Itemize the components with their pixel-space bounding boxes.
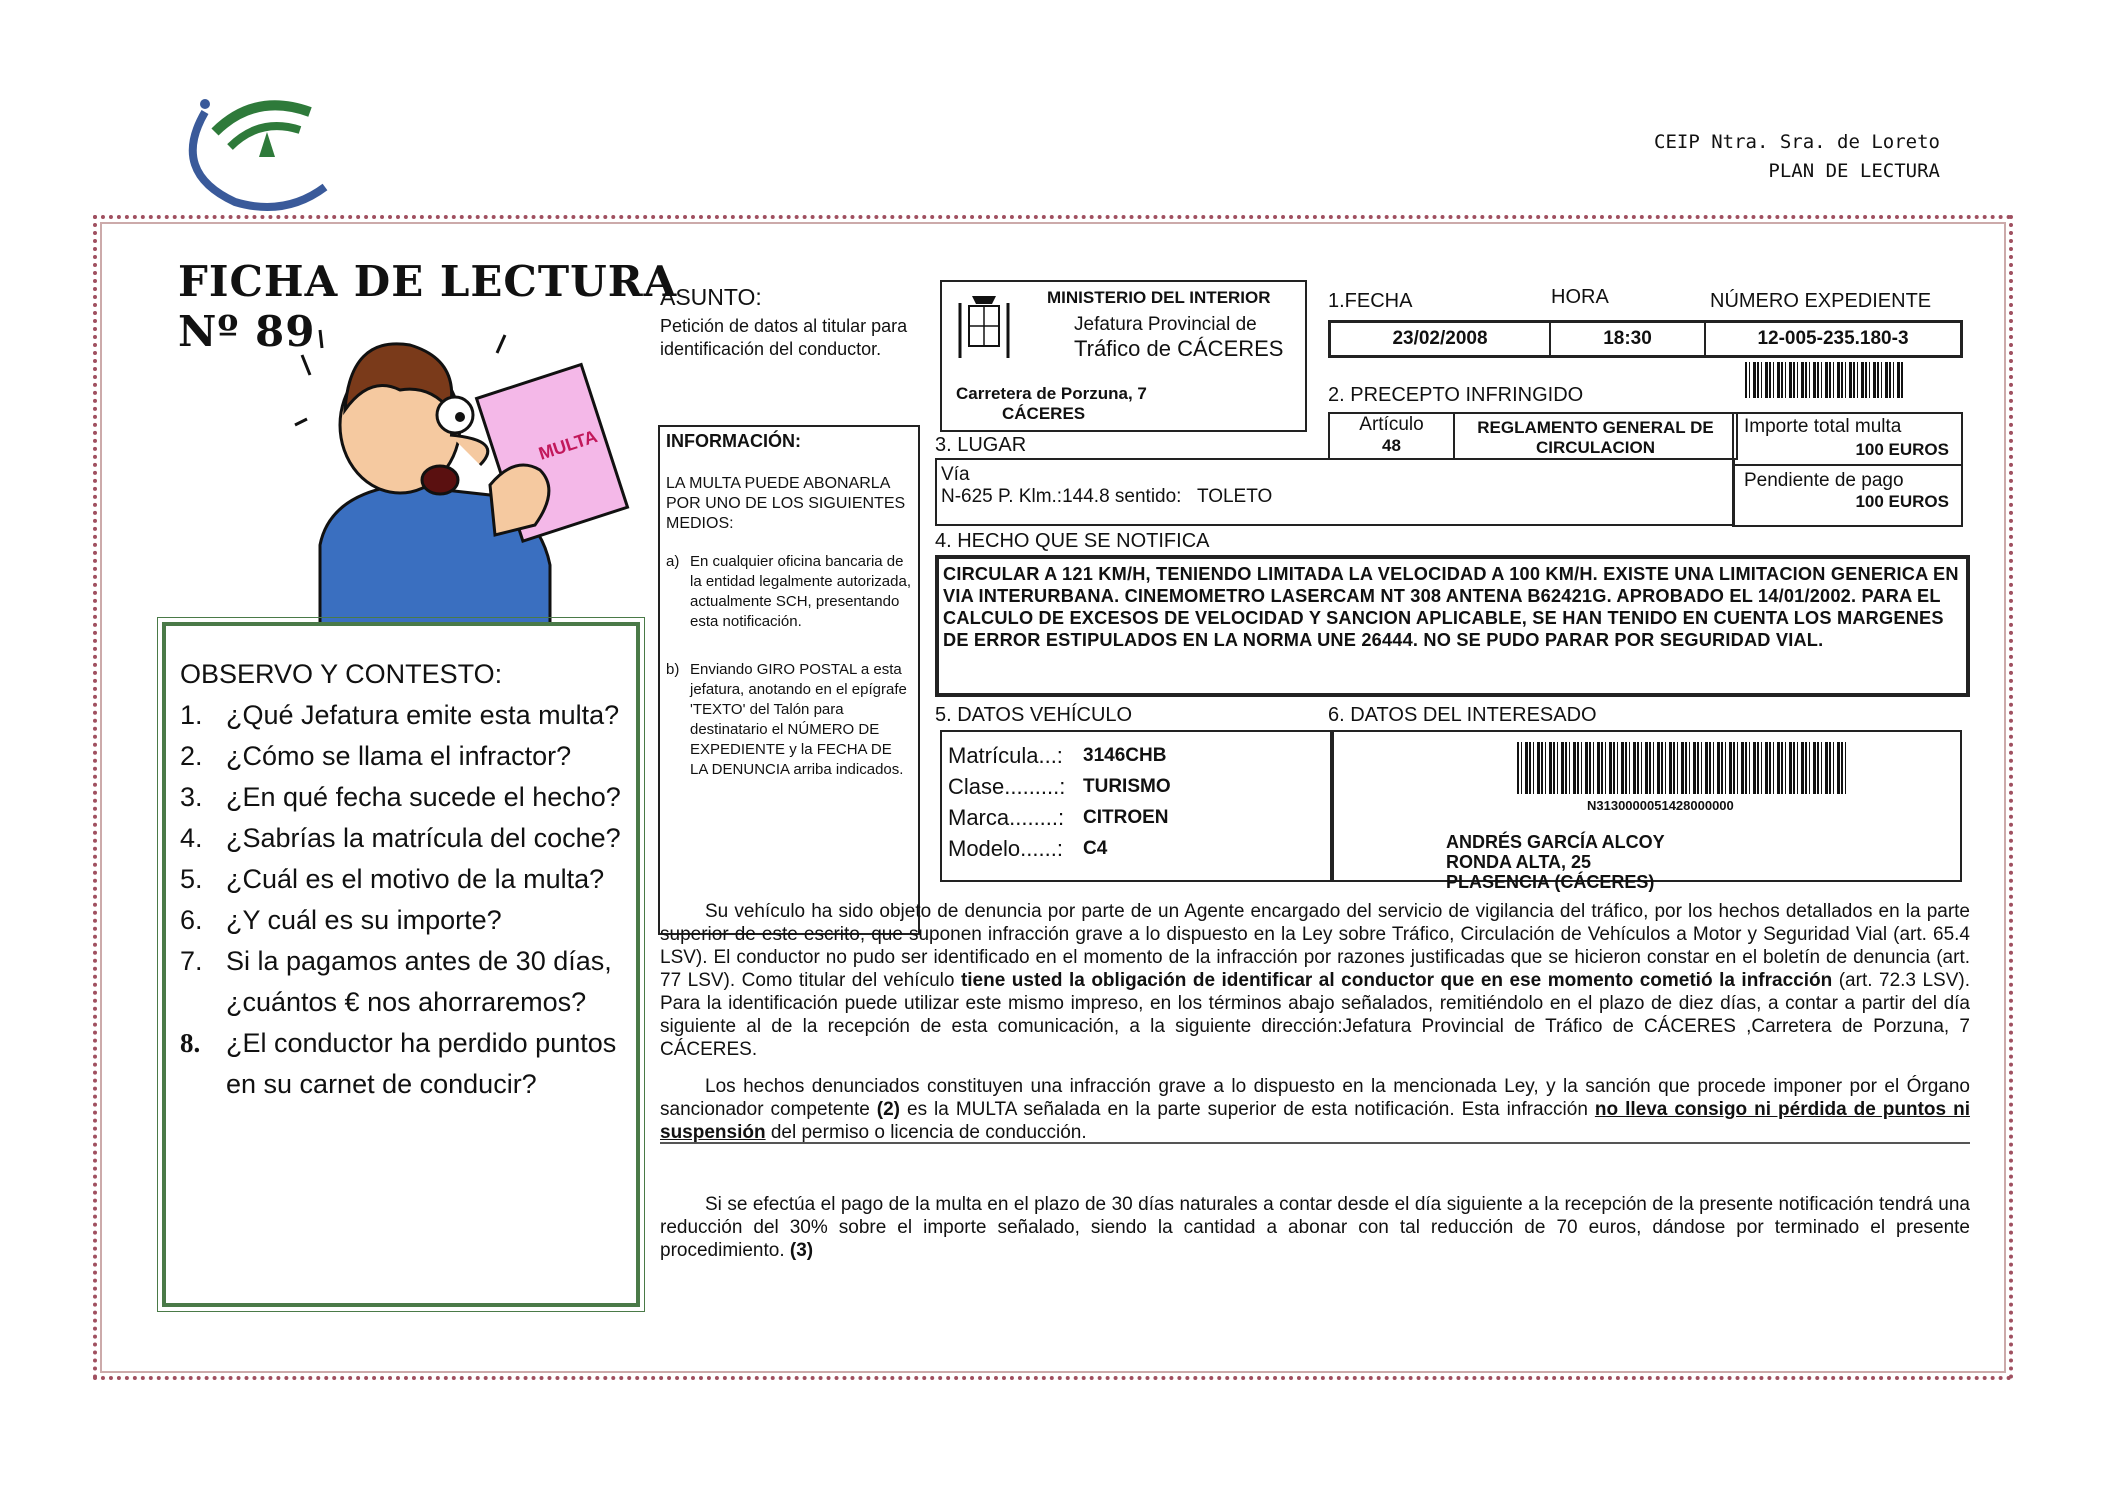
question-item — [180, 1023, 626, 1105]
info-label: INFORMACIÓN: — [666, 431, 801, 451]
hora-value: 18:30 — [1551, 323, 1706, 355]
lugar-label: 3. LUGAR — [935, 434, 1027, 456]
interesado-name: ANDRÉS GARCÍA ALCOY — [1446, 832, 1665, 852]
fecha-value: 23/02/2008 — [1331, 323, 1551, 355]
para3-text-a: Si se efectúa el pago de la multa en el plazo de 30 días naturales a contar desde el día siguiente a la recepción de la presente notificación tendrá una reducción del 30% sobre el importe señalado, siendo la cantidad a abonar con tal reducción de 70 euros, dándose por terminado el presente procedimiento. — [660, 1194, 1970, 1261]
expediente-barcode — [1745, 362, 1905, 398]
reglamento: REGLAMENTO GENERAL DE CIRCULACION — [1477, 418, 1714, 457]
precepto-row — [1328, 412, 1738, 460]
precepto-label: 2. PRECEPTO INFRINGIDO — [1328, 384, 1584, 406]
para2-text-d: no lleva consigo ni pérdida de puntos ni suspensión — [660, 1099, 1970, 1143]
para1-text-b: tiene usted la obligación de identificar al conductor que en ese momento cometió la infracción — [960, 970, 1833, 991]
notice-paragraph-3 — [660, 1193, 1970, 1262]
para3-text-b: (3) — [789, 1240, 814, 1261]
hora-label: HORA — [1551, 286, 1609, 308]
vehiculo-box — [940, 730, 1332, 882]
jefatura-line2: Tráfico de CÁCERES — [1074, 336, 1284, 361]
vehicle-field-label: Clase.........: — [948, 774, 1066, 799]
info-a-text: En cualquier oficina bancaria de la entidad legalmente autorizada, actualmente SCH, presentando esta notificación. — [690, 553, 911, 630]
vehicle-field-label: Modelo......: — [948, 836, 1063, 861]
asunto-section — [660, 284, 920, 361]
info-b-key: b) — [666, 661, 680, 678]
articulo-label: Artículo — [1359, 414, 1424, 435]
question-text: ¿Cuál es el motivo de la multa? — [226, 864, 605, 894]
ficha-number: Nº 89 — [178, 307, 316, 356]
barcode-number: N3130000051428000000 — [1587, 798, 1734, 813]
info-text: LA MULTA PUEDE ABONARLA POR UNO DE LOS SIGUIENTES MEDIOS: — [666, 475, 906, 532]
question-text: Si la pagamos antes de 30 días, ¿cuántos € nos ahorraremos? — [226, 946, 612, 1017]
vehicle-rows — [948, 740, 1324, 864]
info-b-text: Enviando GIRO POSTAL a esta jefatura, anotando en el epígrafe 'TEXTO' del Talón para destinatario el NÚMERO DE EXPEDIENTE y la FECHA DE LA DENUNCIA arriba indicados. — [690, 661, 907, 778]
para2-text-b: (2) — [876, 1099, 901, 1120]
vehicle-field-label: Matrícula...: — [948, 743, 1063, 768]
question-item — [180, 818, 626, 859]
hecho-label: 4. HECHO QUE SE NOTIFICA — [935, 530, 1210, 552]
fecha-row — [1328, 320, 1963, 358]
ministry-box — [940, 280, 1307, 432]
question-number: 7. — [180, 946, 203, 976]
question-number: 6. — [180, 905, 203, 935]
via-label: Vía — [941, 464, 970, 485]
para1-text-a: Su vehículo ha sido objeto de denuncia por parte de un Agente encargado del servicio de vigilancia del tráfico, por los hechos detallados en la parte superior de este escrito, que suponen infracción grave a lo dispuesto en la Ley sobre Tráfico, Circulación de Vehículos a Motor y Seguridad Vial (art. 65.4 LSV). El conductor no pudo ser identificado en el momento de la infracción por razones justificadas que se hicieron constar en el boletín de denuncia (art. 77 LSV). Como titular del vehículo — [660, 901, 1970, 991]
question-text: ¿En qué fecha sucede el hecho? — [226, 782, 621, 812]
logo — [175, 92, 340, 217]
interesado-address: RONDA ALTA, 25 — [1446, 852, 1592, 872]
notice-paragraph-2 — [660, 1075, 1970, 1144]
lugar-box — [935, 458, 1735, 526]
interesado-box — [1332, 730, 1962, 892]
question-number: 8. — [180, 1028, 201, 1058]
cartoon-illustration — [290, 315, 640, 625]
question-text: ¿El conductor ha perdido puntos en su carnet de conducir? — [226, 1028, 617, 1099]
importe-box — [1732, 412, 1963, 527]
question-text: ¿Qué Jefatura emite esta multa? — [226, 700, 620, 730]
ficha-title-text: FICHA DE LECTURA — [178, 257, 678, 306]
para1-text-c: (art. 72.3 LSV). Para la identificación puede utilizar este mismo impreso, en los términos abajo señalados, remitiéndolo en el plazo de diez días, a contar a partir del día siguiente al de la recepción de esta comunicación, a la siguiente dirección:Jefatura Provincial de Tráfico de CÁCERES ,Carretera de Porzuna, 7 CÁCERES. — [660, 970, 1971, 1060]
vehicle-field-value: TURISMO — [1083, 776, 1171, 797]
asunto-text: Petición de datos al titular para identificación del conductor. — [660, 316, 908, 359]
articulo-value: 48 — [1382, 436, 1401, 455]
vehicle-field-label: Marca........: — [948, 805, 1065, 830]
reading-plan: PLAN DE LECTURA — [1768, 160, 1940, 182]
questions-list — [180, 695, 626, 1105]
question-item — [180, 859, 626, 900]
interesado-city: PLASENCIA (CÁCERES) — [1446, 872, 1655, 892]
via-value: N-625 P. Klm.:144.8 sentido: TOLETO — [941, 486, 1273, 507]
vehiculo-label: 5. DATOS VEHÍCULO — [935, 704, 1133, 726]
vehicle-field-value: 3146CHB — [1083, 745, 1167, 766]
vehicle-row — [948, 740, 1324, 771]
importe-value: 100 EUROS — [1855, 440, 1949, 459]
question-number: 1. — [180, 700, 203, 730]
info-a-key: a) — [666, 553, 680, 570]
vehicle-row — [948, 771, 1324, 802]
para2-text-a: Los hechos denunciados constituyen una infracción grave a lo dispuesto en la mencionada Ley, y la sanción que procede imponer por el Órgano sancionador competente — [660, 1076, 1970, 1120]
separator-line — [660, 1142, 1970, 1144]
para2-text-e: del permiso o licencia de conducción. — [765, 1122, 1087, 1143]
questions-box — [162, 622, 640, 1307]
question-number: 3. — [180, 782, 203, 812]
para2-text-c: es la MULTA señalada en la parte superior de esta notificación. Esta infracción — [900, 1099, 1595, 1120]
question-item — [180, 777, 626, 818]
vehicle-row — [948, 833, 1324, 864]
notice-paragraph-1 — [660, 900, 1970, 1061]
vehicle-field-value: CITROEN — [1083, 807, 1169, 828]
hecho-text: CIRCULAR A 121 KM/H, TENIENDO LIMITADA LA VELOCIDAD A 100 KM/H. EXISTE UNA LIMITACION GENERICA EN VIA INTERURBANA. CINEMOMETRO LASERCAM NT 308 ANTENA B62421G. APROBADO EL 14/01/2002. PARA EL CALCULO DE EXCESOS DE VELOCIDAD Y SANCION APLICABLE, SE HAN TENIDO EN CUENTA LOS MARGENES DE ERROR ESTIPULADOS EN LA NORMA UNE 26444. NO SE PUDO PARAR POR SEGURIDAD VIAL. — [943, 564, 1959, 650]
expediente-value: 12-005-235.180-3 — [1757, 328, 1909, 349]
question-item — [180, 736, 626, 777]
ministry-city: CÁCERES — [1002, 404, 1086, 423]
pendiente-label: Pendiente de pago — [1734, 464, 1961, 492]
school-header — [1654, 128, 1940, 186]
jefatura-line1: Jefatura Provincial de — [1074, 314, 1257, 335]
question-item — [180, 941, 626, 1023]
ticket-label: MULTA — [536, 426, 600, 464]
pendiente-value: 100 EUROS — [1855, 492, 1949, 511]
question-text: ¿Sabrías la matrícula del coche? — [226, 823, 621, 853]
question-item — [180, 695, 626, 736]
question-item — [180, 900, 626, 941]
fecha-label: 1.FECHA — [1328, 290, 1413, 312]
vehicle-row — [948, 802, 1324, 833]
fine-document — [655, 280, 1975, 1340]
importe-label: Importe total multa — [1744, 416, 1902, 437]
question-number: 2. — [180, 741, 203, 771]
interesado-label: 6. DATOS DEL INTERESADO — [1328, 704, 1597, 726]
hecho-box — [935, 555, 1970, 697]
asunto-label: ASUNTO: — [660, 284, 762, 310]
questions-heading: OBSERVO Y CONTESTO: — [180, 659, 503, 689]
ministry-name: MINISTERIO DEL INTERIOR — [1047, 288, 1271, 307]
vehicle-field-value: C4 — [1083, 838, 1108, 859]
interesado-barcode — [1517, 742, 1847, 794]
school-name: CEIP Ntra. Sra. de Loreto — [1654, 131, 1940, 153]
expediente-label: NÚMERO EXPEDIENTE — [1710, 290, 1932, 312]
question-number: 5. — [180, 864, 203, 894]
coat-of-arms-icon — [954, 288, 1014, 368]
question-number: 4. — [180, 823, 203, 853]
question-text: ¿Y cuál es su importe? — [226, 905, 502, 935]
ministry-address: Carretera de Porzuna, 7 — [956, 384, 1147, 403]
info-box — [658, 425, 920, 935]
question-text: ¿Cómo se llama el infractor? — [226, 741, 572, 771]
